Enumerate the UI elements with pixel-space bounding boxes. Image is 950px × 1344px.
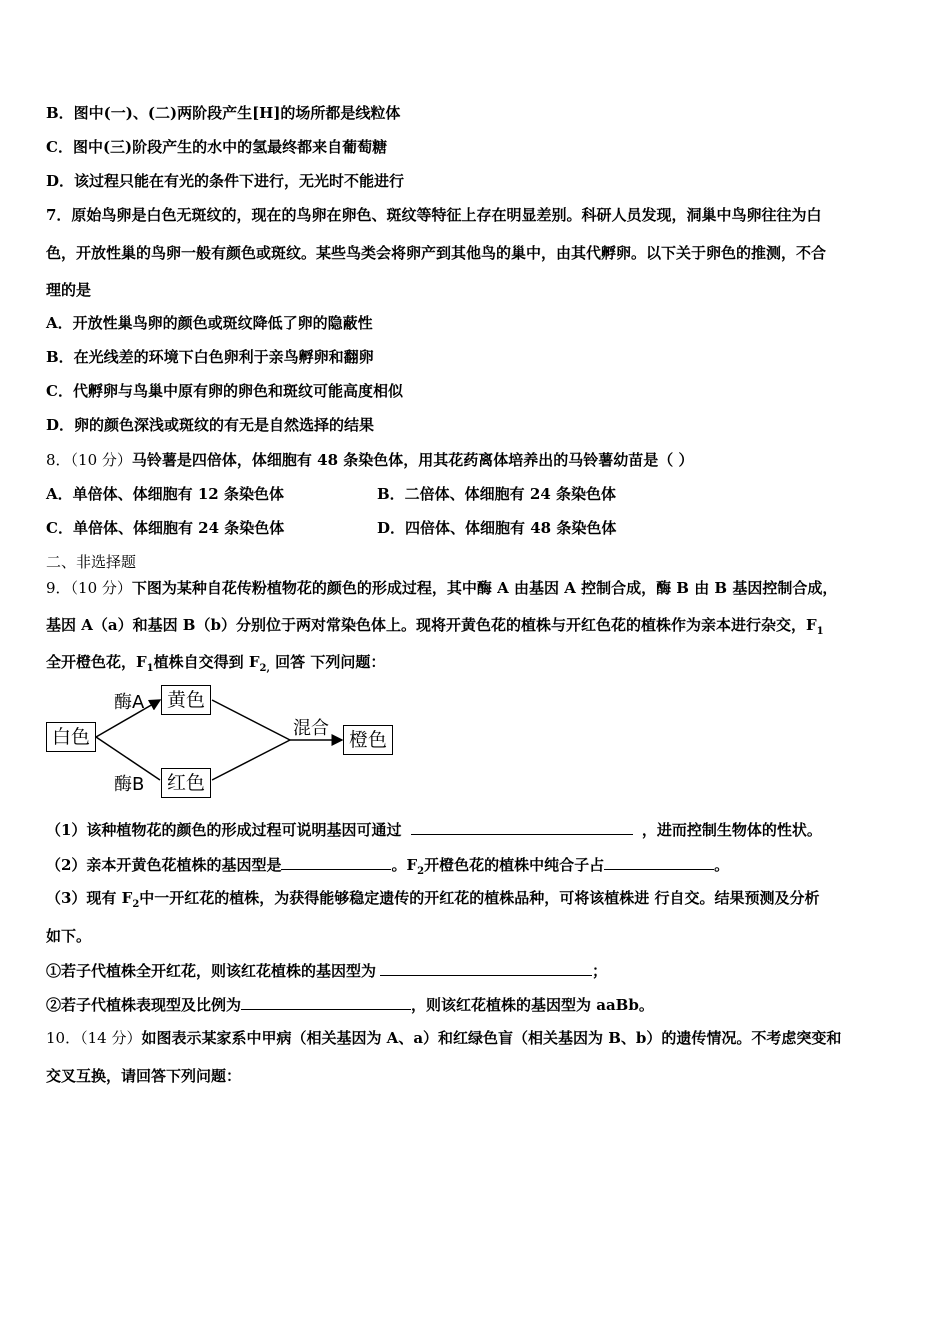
q9-part2-blank1[interactable] <box>281 854 391 870</box>
white-box: 白色 <box>46 722 96 752</box>
q9-number: 9．（10 分） <box>46 579 132 597</box>
q6-option-b: B．图中(一)、(二)两阶段产生[H]的场所都是线粒体 <box>46 104 401 122</box>
q7-stem-line3: 理的是 <box>46 281 92 299</box>
q7-option-a: A．开放性巢鸟卵的颜色或斑纹降低了卵的隐蔽性 <box>46 314 373 332</box>
section-heading: 二、非选择题 <box>46 553 137 571</box>
enzyme-b-label: 酶B <box>114 774 145 795</box>
pathway-diagram <box>40 682 400 802</box>
q8-option-b: B．二倍体、体细胞有 24 条染色体 <box>377 485 616 503</box>
q9-part1 <box>46 819 822 840</box>
q9-part3-sub: 2 <box>132 899 140 910</box>
q9-result2-blank[interactable] <box>241 994 411 1010</box>
red-box: 红色 <box>161 768 211 798</box>
q9-result2 <box>46 994 654 1015</box>
q10-stem-line2: 交叉互换，请回答下列问题： <box>46 1067 242 1085</box>
q6-option-d: D．该过程只能在有光的条件下进行，无光时不能进行 <box>46 172 405 190</box>
q9-result2-text-b: ，则该红花植株的基因型为 aaBb。 <box>411 996 654 1014</box>
q8-number: 8．（10 分） <box>46 451 132 469</box>
q7-option-c: C．代孵卵与鸟巢中原有卵的卵色和斑纹可能高度相似 <box>46 382 403 400</box>
q9-part3-text-b: 中一开红花的植株，为获得能够稳定遗传的开红花的植株品种，可将该植株进 行自交。结果预测及分析 <box>139 889 820 907</box>
q9-result1-blank[interactable] <box>380 960 592 976</box>
q8-stem-text: 马铃薯是四倍体，体细胞有 48 条染色体，用其花药离体培养出的马铃薯幼苗是（ ） <box>131 451 694 469</box>
q9-part2-text-a: （2）亲本开黄色花植株的基因型是 <box>46 856 282 874</box>
q6-option-c: C．图中(三)阶段产生的水中的氢最终都来自葡萄糖 <box>46 138 388 156</box>
q7-stem-line2: 色，开放性巢的鸟卵一般有颜色或斑纹。某些鸟类会将卵产到其他鸟的巢中，由其代孵卵。以下关于卵色的推测，不合 <box>46 244 827 262</box>
q9-result1 <box>46 960 607 981</box>
q9-line3-b: 植株自交得到 F <box>153 653 260 671</box>
q9-line1-text: 下图为某种自花传粉植物花的颜色的形成过程，其中酶 A 由基因 A 控制合成，酶 B 由 B 基因控制合成， <box>131 579 838 597</box>
line-yellow-to-mix <box>212 700 290 740</box>
q7-option-b: B．在光线差的环境下白色卵利于亲鸟孵卵和翻卵 <box>46 348 374 366</box>
q9-stem-line2 <box>46 615 824 642</box>
q8-option-d: D．四倍体、体细胞有 48 条染色体 <box>377 519 617 537</box>
q9-line3-sub1: 1 <box>146 663 154 674</box>
q9-part2-text-d: 。 <box>714 856 730 874</box>
enzyme-a-label: 酶A <box>114 692 145 713</box>
q9-part1-text-b: ，进而控制生物体的性状。 <box>641 821 822 839</box>
q8-option-c: C．单倍体、体细胞有 24 条染色体 <box>46 519 285 537</box>
q9-part3-line2: 如下。 <box>46 927 92 945</box>
q9-part2-text-c: 开橙色花的植株中纯合子占 <box>424 856 605 874</box>
q9-part1-text-a: （1）该种植物花的颜色的形成过程可说明基因可通过 <box>46 821 402 839</box>
q9-part2-blank2[interactable] <box>604 854 714 870</box>
q9-line3-a: 全开橙色花，F <box>46 653 147 671</box>
q9-part3 <box>46 888 820 915</box>
q8-stem <box>46 450 693 470</box>
q9-result1-text-b: ； <box>592 962 608 980</box>
yellow-box: 黄色 <box>161 685 211 715</box>
q9-part2-text-b: 。F <box>391 856 418 874</box>
q9-line3-sub2: 2, <box>259 663 270 674</box>
q9-stem-line1 <box>46 578 837 598</box>
q9-part1-blank[interactable] <box>411 819 633 835</box>
q9-line2-text: 基因 A（a）和基因 B（b）分别位于两对常染色体上。现将开黄色花的植株与开红色花的植株作为亲本进行杂交，F <box>46 616 817 634</box>
q10-line1-text: 如图表示某家系中甲病（相关基因为 A、a）和红绿色盲（相关基因为 B、b）的遗传情况。不考虑突变和 <box>141 1029 842 1047</box>
q9-part2-sub: 2 <box>417 866 425 877</box>
q9-part3-text-a: （3）现有 F <box>46 889 133 907</box>
q9-result1-text-a: ①若子代植株全开红花，则该红花植株的基因型为 <box>46 962 377 980</box>
q9-line3-c: 回答 下列问题： <box>269 653 386 671</box>
q9-result2-text-a: ②若子代植株表现型及比例为 <box>46 996 242 1014</box>
q8-option-a: A．单倍体、体细胞有 12 条染色体 <box>46 485 284 503</box>
orange-box: 橙色 <box>343 725 393 755</box>
q9-line2-sub: 1 <box>816 626 824 637</box>
q7-stem-line1: 7．原始鸟卵是白色无斑纹的，现在的鸟卵在卵色、斑纹等特征上存在明显差别。科研人员发现，洞巢中鸟卵往往为白 <box>46 206 822 224</box>
q10-number: 10．（14 分） <box>46 1029 142 1047</box>
q7-option-d: D．卵的颜色深浅或斑纹的有无是自然选择的结果 <box>46 416 375 434</box>
q10-stem-line1 <box>46 1028 841 1048</box>
line-red-to-mix <box>212 740 290 780</box>
q9-part2 <box>46 854 729 882</box>
mix-label: 混合 <box>293 718 329 739</box>
q9-stem-line3 <box>46 652 385 679</box>
